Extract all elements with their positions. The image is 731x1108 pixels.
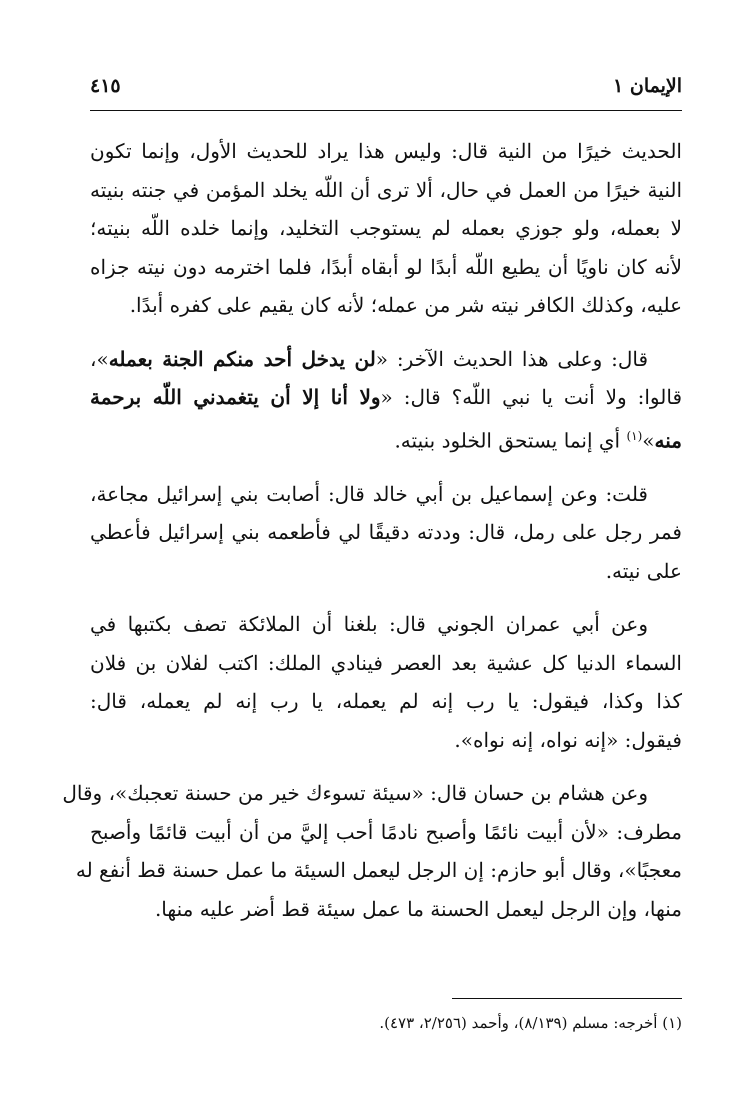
footnote-marker: (١) [626, 428, 643, 443]
paragraph-2 [90, 340, 682, 460]
paragraph-4 [90, 605, 682, 759]
text-line: فمر رجل على رمل، قال: وددته دقيقًا لي فأطعمه بني إسرائيل فأعطي [90, 520, 682, 545]
text-line: على نيته. [605, 558, 682, 583]
text-line: لا بعمله، ولو جوزي بعمله لم يستوجب التخليد، وإنما خلده اللّه بنيته؛ [90, 216, 682, 240]
running-title: الإيمان ١ [613, 75, 682, 97]
hadith-quote: لن يدخل أحد منكم الجنة بعمله [108, 346, 376, 371]
text-line: منها، وإن الرجل ليعمل الحسنة ما عمل سيئة قط أضر عليه منها. [154, 896, 682, 921]
footnote: (١) أخرجه: مسلم (٨/١٣٩)، وأحمد (٢/٢٥٦، ٤٧٣). [379, 1014, 682, 1032]
page-number: ٤١٥ [90, 75, 121, 97]
text-line: فيقول: «إنه نواه، إنه نواه». [454, 727, 682, 752]
text-line: السماء الدنيا كل عشية بعد العصر فينادي الملك: اكتب لفلان بن فلان [90, 650, 682, 675]
page-header [90, 66, 682, 106]
text-line: كذا وكذا، فيقول: يا رب إنه لم يعمله، يا رب إنه لم يعمله، قال: [90, 689, 682, 714]
hadith-quote: ولا أنا إلا أن يتغمدني اللّه برحمة [90, 385, 381, 409]
text-line: معجبًا»، وقال أبو حازم: إن الرجل ليعمل السيئة ما عمل حسنة قط أنفع له [75, 858, 682, 883]
text-line: قلت: وعن إسماعيل بن أبي خالد قال: أصابت بني إسرائيل مجاعة، [90, 481, 648, 506]
paragraph-5 [62, 774, 682, 928]
text-run: قالوا: ولا أنت يا نبي اللّه؟ قال: « [380, 385, 683, 409]
text-run: قال: وعلى هذا الحديث الآخر: « [375, 346, 649, 371]
text-line: وعن أبي عمران الجوني قال: بلغنا أن الملائكة تصف بكتبها في [90, 612, 648, 637]
text-run: » [642, 428, 655, 453]
text-line: النية خيرًا من العمل في حال، ألا ترى أن اللّه يخلد المؤمن في جنته بنيته [90, 177, 682, 202]
header-divider [90, 110, 682, 111]
hadith-quote: منه [654, 428, 682, 453]
footnote-divider [452, 998, 682, 999]
page-body [62, 132, 683, 943]
text-line: مطرف: «لأن أبيت نائمًا وأصبح نادمًا أحب إليَّ من أن أبيت قائمًا وأصبح [90, 819, 682, 844]
paragraph-1 [90, 132, 682, 325]
text-run: »، [90, 346, 109, 371]
paragraph-3 [90, 475, 682, 591]
text-line [90, 378, 682, 417]
text-line: وعن هشام بن حسان قال: «سيئة تسوءك خير من حسنة تعجبك»، وقال [62, 781, 648, 806]
text-line [90, 417, 682, 460]
text-line: الحديث خيرًا من النية قال: وليس هذا يراد للحديث الأول، وإنما تكون [90, 139, 682, 163]
text-run: أي إنما يستحق الخلود بنيته. [394, 428, 627, 453]
text-line: عليه، وكذلك الكافر نيته شر من عمله؛ لأنه كان يقيم على كفره أبدًا. [129, 293, 682, 317]
text-line [90, 340, 682, 379]
text-line: لأنه كان ناويًا أن يطيع اللّه أبدًا لو أبقاه أبدًا، فلما اخترمه دون نيته جزاه [90, 254, 682, 279]
